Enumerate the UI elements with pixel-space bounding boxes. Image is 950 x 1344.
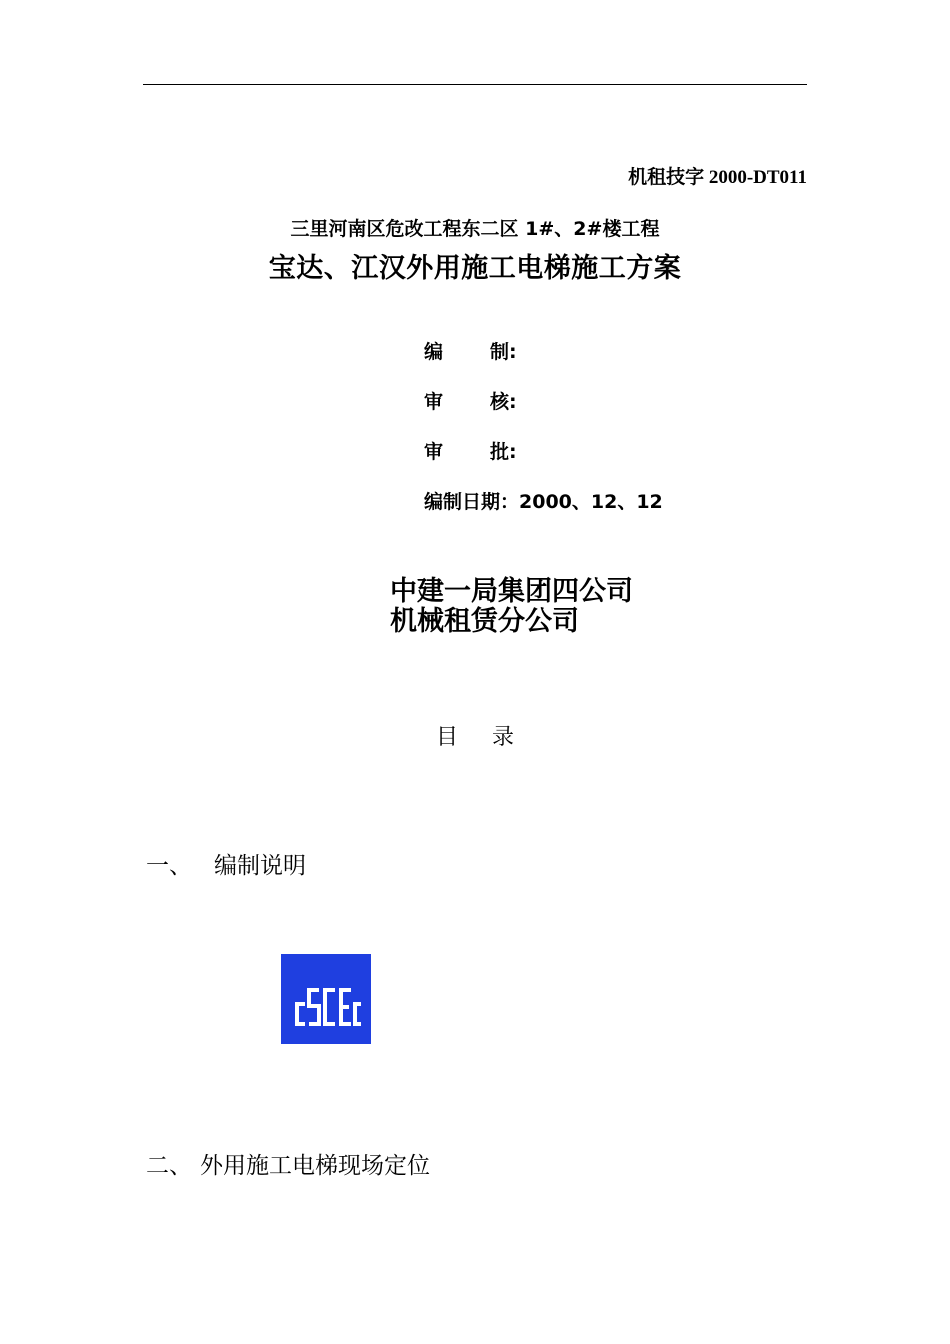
company-logo [281, 954, 371, 1044]
toc-item-2 [146, 1147, 430, 1180]
toc-heading-a: 目 [436, 725, 459, 750]
toc-heading [436, 720, 514, 751]
approver-label-a: 审 [424, 441, 444, 463]
document-title: 宝达、江汉外用施工电梯施工方案 [268, 253, 682, 284]
project-name: 三里河南区危改工程东二区 1#、2#楼工程 [290, 218, 660, 240]
document-number: 机租技字 2000-DT011 [628, 167, 807, 188]
cscec-logo-icon [281, 954, 371, 1044]
compiler-label-b: 制: [490, 341, 517, 363]
toc-item-1-number: 一、 [146, 853, 192, 879]
reviewer-label-b: 核: [490, 391, 517, 413]
compiler-row [424, 337, 517, 364]
compiler-label-a: 编 [424, 341, 444, 363]
reviewer-label-a: 审 [424, 391, 444, 413]
compile-date: 编制日期：2000、12、12 [424, 491, 663, 513]
reviewer-row [424, 387, 517, 414]
toc-heading-b: 录 [492, 725, 515, 750]
company-name-line2: 机械租赁分公司 [390, 606, 579, 637]
header-rule [143, 84, 807, 85]
toc-item-1-text: 编制说明 [214, 853, 306, 879]
approver-label-b: 批: [490, 441, 517, 463]
approver-row [424, 437, 517, 464]
toc-item-2-number: 二、 [146, 1153, 192, 1179]
toc-item-1 [146, 847, 306, 880]
toc-item-2-text: 外用施工电梯现场定位 [200, 1153, 430, 1179]
company-name-line1: 中建一局集团四公司 [390, 576, 633, 607]
